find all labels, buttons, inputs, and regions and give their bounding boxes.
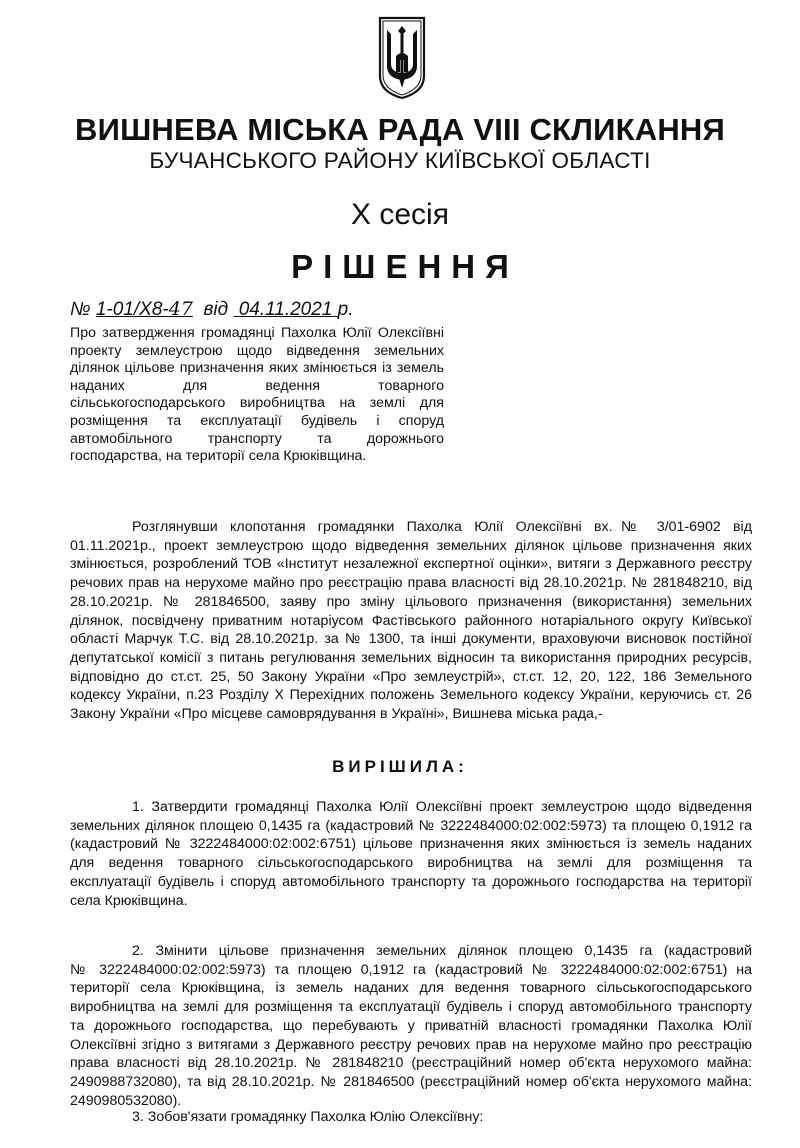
district-name: БУЧАНСЬКОГО РАЙОНУ КИЇВСЬКОЇ ОБЛАСТІ bbox=[149, 148, 651, 173]
handwritten-number: 47 bbox=[168, 298, 193, 320]
text-line: Олексіївні згідно з витягами з Державного реєстру речових прав на нерухоме майно про реєстрацію bbox=[70, 1036, 752, 1053]
date-suffix: р. bbox=[337, 299, 354, 320]
text-line: господарства, на території села Крюківщина. bbox=[70, 448, 367, 465]
text-line: для ведення товарного сільськогосподарського виробництва на землі для розміщення та bbox=[70, 855, 752, 872]
text-line: № 3222484000:02:002:5973) та площею 0,1912 га (кадастровий № 3222484000:02:002:6751) на bbox=[70, 961, 752, 978]
trident-emblem bbox=[378, 16, 426, 100]
decision-date: 04.11.2021 bbox=[238, 299, 333, 320]
text-line: 2490988732080), та від 28.10.2021р. № 281846500 (реєстраційний номер об'єкта нерухомого майна: bbox=[70, 1073, 752, 1090]
text-line: території села Крюківщина, із земель наданих для ведення товарного сільськогосподарського bbox=[70, 980, 752, 997]
decision-item-3 bbox=[70, 1108, 752, 1127]
decision-number: 1-01/X8-47 bbox=[95, 298, 193, 320]
text-line: (кадастровий № 3222484000:02:002:6751) цільове призначення яких змінюється із земель наданих bbox=[70, 836, 752, 853]
text-line: змінюється, розроблений ТОВ «Інститут незалежної експертної оцінки», витяги з Державного реєстру bbox=[70, 556, 752, 573]
text-line: ділянок, посвідчену приватним нотаріусом Фастівського районного нотаріального округу Київської bbox=[70, 612, 752, 629]
resolve-heading: ВИРІШИЛА: bbox=[332, 757, 468, 776]
session-title: Х сесія bbox=[351, 198, 449, 231]
decision-item-2 bbox=[70, 942, 752, 1110]
text-line: 28.10.2021р. № 281846500, заяву про зміну цільового призначення (використання) земельних bbox=[70, 593, 752, 610]
text-line: області Марчук Т.С. від 28.10.2021р. за № 1300, та інші документи, враховуючи висновок постійної bbox=[70, 631, 752, 648]
text-line: проекту землеустрою щодо відведення земельних bbox=[70, 342, 444, 359]
council-name: ВИШНЕВА МІСЬКА РАДА VIII СКЛИКАННЯ bbox=[75, 112, 725, 147]
text-line: 2. Змінити цільове призначення земельних ділянок площею 0,1435 га (кадастровий bbox=[132, 943, 752, 959]
preamble-paragraph bbox=[70, 518, 752, 724]
text-line: наданих для ведення товарного bbox=[70, 377, 444, 394]
decision-item-1 bbox=[70, 798, 752, 910]
text-line: ділянок цільове призначення яких змінюється із земель bbox=[70, 360, 444, 377]
text-line: земельних ділянок площею 0,1435 га (кадастровий № 3222484000:02:002:5973) та площею 0,1912 га bbox=[70, 817, 752, 834]
text-line: Розглянувши клопотання громадянки Пахолка Юлії Олексіївні вх.№ 3/01-6902 від bbox=[132, 519, 752, 535]
date-prefix: від bbox=[203, 299, 229, 320]
text-line: права власності від 28.10.2021р. № 281848210 (реєстраційний номер об'єкта нерухомого майна: bbox=[70, 1055, 752, 1072]
text-line: речових прав на нерухоме майно про реєстрацію права власності від 28.10.2021р. № 281848210, від bbox=[70, 575, 752, 592]
text-line: експлуатації будівель і споруд автомобільного транспорту та дорожнього господарства на території bbox=[70, 873, 752, 890]
text-line: та дорожнього господарства, що перебувають у приватній власності громадянки Пахолка Юлії bbox=[70, 1017, 752, 1034]
number-prefix: № bbox=[70, 299, 91, 320]
text-line: 2490980532080). bbox=[70, 1092, 182, 1109]
text-line: 3. Зобов'язати громадянку Пахолка Юлію Олексіївну: bbox=[132, 1109, 484, 1125]
text-line: виробництва на землі для розміщення та експлуатації будівель і споруд автомобільного транспорту bbox=[70, 999, 752, 1016]
text-line: відповідно до ст.ст. 25, 50 Закону України «Про землеустрій», ст.ст. 12, 20, 122, 186 Земельного bbox=[70, 668, 752, 685]
text-line: 01.11.2021р., проект землеустрою щодо відведення земельних ділянок цільове призначення яких bbox=[70, 537, 752, 554]
text-line: автомобільного транспорту та дорожнього bbox=[70, 430, 444, 447]
text-line: розміщення та експлуатації будівель і споруд bbox=[70, 412, 444, 429]
text-line: кодексу України, п.23 Розділу Х Перехідних положень Земельного кодексу України, керуючись ст. 26 bbox=[70, 687, 752, 704]
text-line: сільськогосподарського виробництва на землі для bbox=[70, 395, 444, 412]
decision-number-date bbox=[70, 298, 354, 321]
decision-subject bbox=[70, 325, 444, 466]
text-line: депутатської комісії з питань регулювання земельних відносин та використання природних ресурсів, bbox=[70, 649, 752, 666]
text-line: Про затвердження громадянці Пахолка Юлії Олексіївні bbox=[70, 325, 444, 341]
decision-title: РІШЕННЯ bbox=[291, 248, 519, 285]
text-line: Закону України «Про місцеве самоврядування в Україні», Вишнева міська рада,- bbox=[70, 706, 603, 723]
text-line: 1. Затвердити громадянці Пахолка Юлії Олексіївні проект землеустрою щодо відведення bbox=[132, 799, 752, 815]
text-line: села Крюківщина. bbox=[70, 892, 188, 909]
